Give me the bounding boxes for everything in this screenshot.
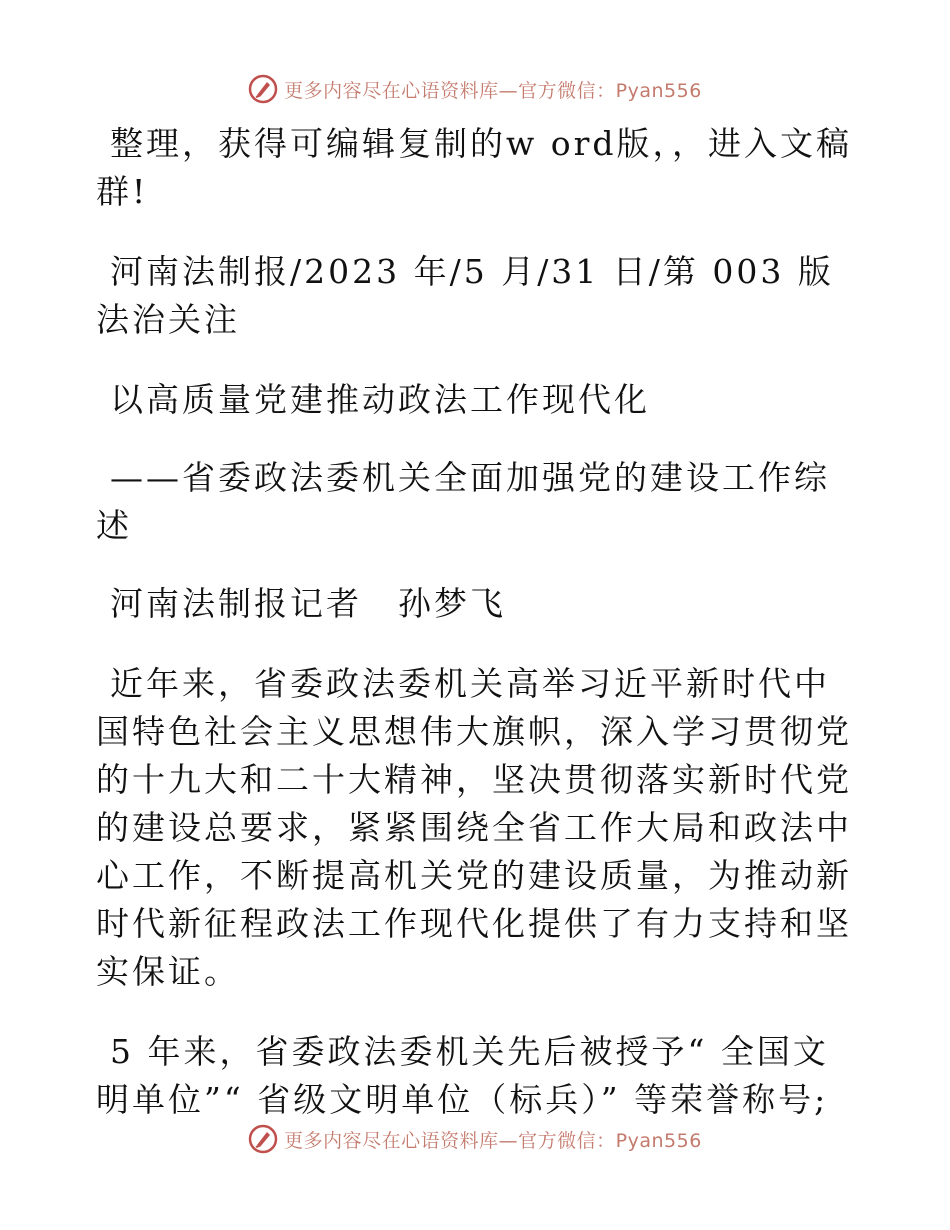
watermark-text: 更多内容尽在心语资料库—官方微信：Pyan556 xyxy=(284,79,702,102)
article-subtitle: ——省委政法委机关全面加强党的建设工作综述 xyxy=(96,458,830,545)
pen-seal-icon xyxy=(248,74,278,104)
document-body xyxy=(96,120,856,1156)
intro-note: 整理，获得可编辑复制的w ord版，，进入文稿群! xyxy=(96,124,853,211)
pen-seal-icon xyxy=(248,1124,278,1154)
byline: 河南法制报记者 孙梦飞 xyxy=(110,584,506,623)
source-line: 河南法制报/2023 年/5 月/31 日/第 003 版法治关注 xyxy=(96,252,834,339)
watermark-text: 更多内容尽在心语资料库—官方微信：Pyan556 xyxy=(284,1129,702,1152)
footer-watermark xyxy=(0,1124,950,1154)
article-title: 以高质量党建推动政法工作现代化 xyxy=(110,380,650,419)
body-paragraph: 近年来，省委政法委机关高举习近平新时代中国特色社会主义思想伟大旗帜，深入学习贯彻党的十九大和二十大精神，坚决贯彻落实新时代党的建设总要求，紧紧围绕全省工作大局和政法中心工作，不断提高机关党的建设质量，为推动新时代新征程政法工作现代化提供了有力支持和坚实保证。 xyxy=(96,664,852,991)
header-watermark xyxy=(0,74,950,104)
body-paragraph: 5 年来，省委政法委机关先后被授予“ 全国文明单位”“ 省级文明单位（标兵）” 等荣誉称号; xyxy=(96,1032,829,1119)
